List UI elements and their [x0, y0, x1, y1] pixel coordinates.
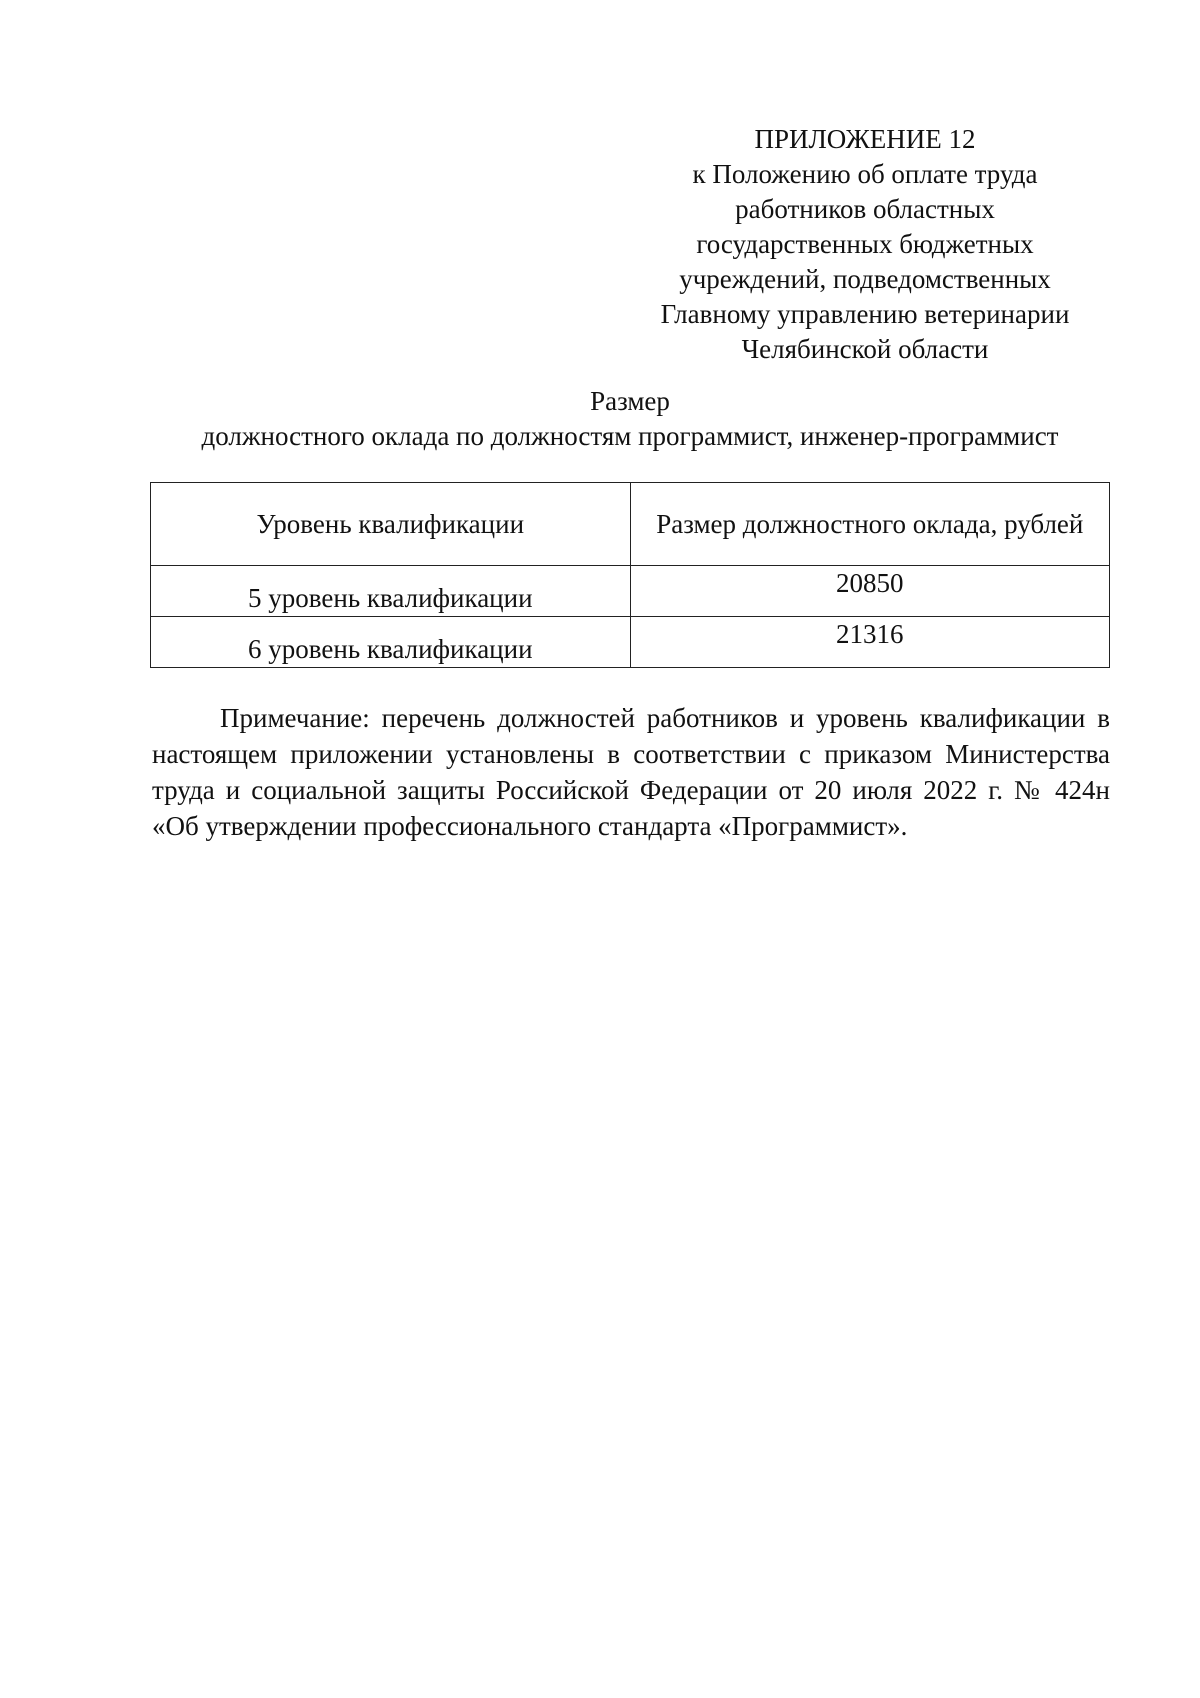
cell-salary-amount: 20850 [630, 566, 1109, 617]
note-line: труда и социальной защиты Российской Федерации от 20 июля 2022 г. № 424н [152, 775, 1110, 805]
header-qualification-level: Уровень квалификации [151, 483, 631, 566]
cell-qualification-level: 5 уровень квалификации [151, 566, 631, 617]
appendix-subtitle-line: государственных бюджетных [696, 229, 1034, 259]
header-salary-amount: Размер должностного оклада, рублей [630, 483, 1109, 566]
salary-table [150, 482, 1110, 668]
appendix-subtitle-line: Челябинской области [741, 334, 989, 364]
table-header-row [151, 483, 1110, 566]
title-line-1: Размер [590, 386, 670, 416]
appendix-subtitle-line: Главному управлению ветеринарии [660, 299, 1070, 329]
appendix-subtitle-line: работников областных [735, 194, 995, 224]
note-paragraph [152, 700, 1110, 844]
title-line-2: должностного оклада по должностям программист, инженер-программист [201, 421, 1059, 451]
cell-qualification-level: 6 уровень квалификации [151, 617, 631, 668]
appendix-subtitle-line: учреждений, подведомственных [679, 264, 1051, 294]
appendix-subtitle-line: к Положению об оплате труда [692, 159, 1038, 189]
note-line: Примечание: перечень должностей работников и уровень квалификации в [220, 703, 1110, 733]
note-line: «Об утверждении профессионального стандарта «Программист». [152, 811, 908, 841]
appendix-header [640, 122, 1090, 367]
appendix-title: ПРИЛОЖЕНИЕ 12 [754, 124, 976, 154]
note-line: настоящем приложении установлены в соответствии с приказом Министерства [152, 739, 1110, 769]
cell-salary-amount: 21316 [630, 617, 1109, 668]
table-row [151, 617, 1110, 668]
document-title [150, 384, 1110, 454]
table-row [151, 566, 1110, 617]
